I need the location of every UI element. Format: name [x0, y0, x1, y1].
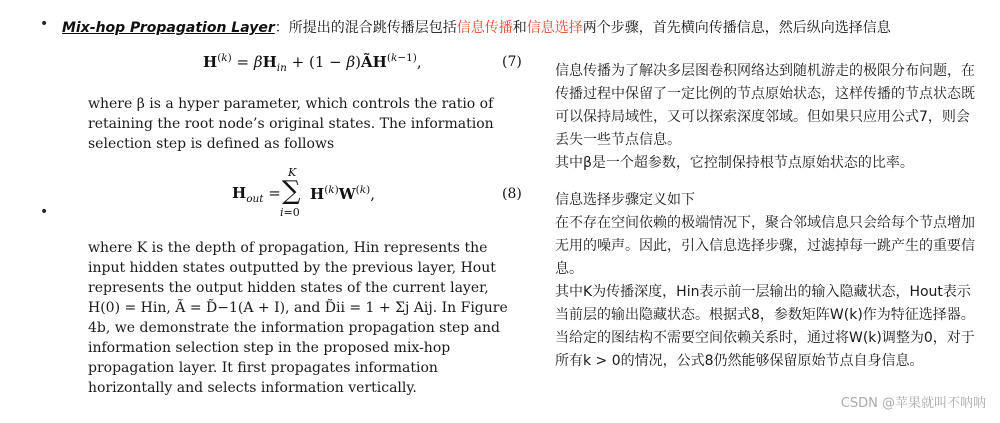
heading-rest: 两个步骤，首先横向传播信息，然后纵向选择信息 — [582, 20, 891, 36]
heading-sep: ：所提出的混合跳传播层包括 — [274, 20, 457, 36]
heading-and: 和 — [512, 20, 527, 36]
watermark: CSDN @苹果就叫不呐呐 — [840, 396, 986, 411]
note-selection-title: 信息选择步骤定义如下 — [555, 192, 695, 208]
section-heading — [62, 17, 891, 37]
paper-paragraph-1: where β is a hyper parameter, which controls the ratio of retaining the root node’s original states. The information selection step is defined as follows — [88, 96, 494, 152]
paper-paragraph-2: where K is the depth of propagation, Hin represents the input hidden states outputted by the previous layer, Hout represents the output hidden states of the current layer, H(0) = Hin, Ã = D̃−1(A + I), and D̃ii = 1 + Σj Aij. In Figure 4b, we demonstrate the information propagation step and information selection step in the proposed mix-hop propagation layer. It first propagates information horizontally and selects information vertically. — [88, 240, 508, 396]
note-beta: 其中β是一个超参数，它控制保持根节点原始状态的比率。 — [555, 155, 914, 171]
equation-8-text — [0, 0, 1, 1]
note-selection-body: 在不存在空间依赖的极端情况下，聚合邻域信息只会给每个节点增加无用的噪声。因此，引入信息选择步骤，过滤掉每一跳产生的重要信息。 — [555, 215, 975, 277]
chinese-notes — [555, 60, 975, 373]
equation-7-number: (7) — [502, 54, 522, 70]
heading-term: Mix-hop Propagation Layer — [62, 20, 275, 36]
bullet-1: • — [40, 16, 49, 32]
equation-8-number: (8) — [502, 186, 522, 202]
equation-7: $H^{(k)} = \beta H_{in} + (1$ − $\beta)ÃH^{(k-1)}$, — [203, 52, 422, 74]
note-propagation: 信息传播为了解决多层图卷积网络达到随机游走的极限分布问题，在传播过程中保留了一定比例的节点原始状态，这样传播的节点状态既可以保持局域性，又可以探索深度邻域。但如果只应用公式7，则会丢失一些节点信息。 — [555, 63, 975, 148]
note-variables: 其中K为传播深度，Hin表示前一层输出的输入隐藏状态，Hout表示当前层的输出隐藏状态。根据式8，参数矩阵W(k)作为特征选择器。当给定的图结构不需要空间依赖关系时，通过将W(k)调整为0，对于所有k > 0的情况，公式8仍然能够保留原始节点自身信息。 — [555, 284, 975, 369]
heading-highlight-propagation: 信息传播 — [456, 20, 513, 36]
heading-highlight-selection: 信息选择 — [526, 20, 583, 36]
bullet-2: • — [40, 204, 49, 220]
